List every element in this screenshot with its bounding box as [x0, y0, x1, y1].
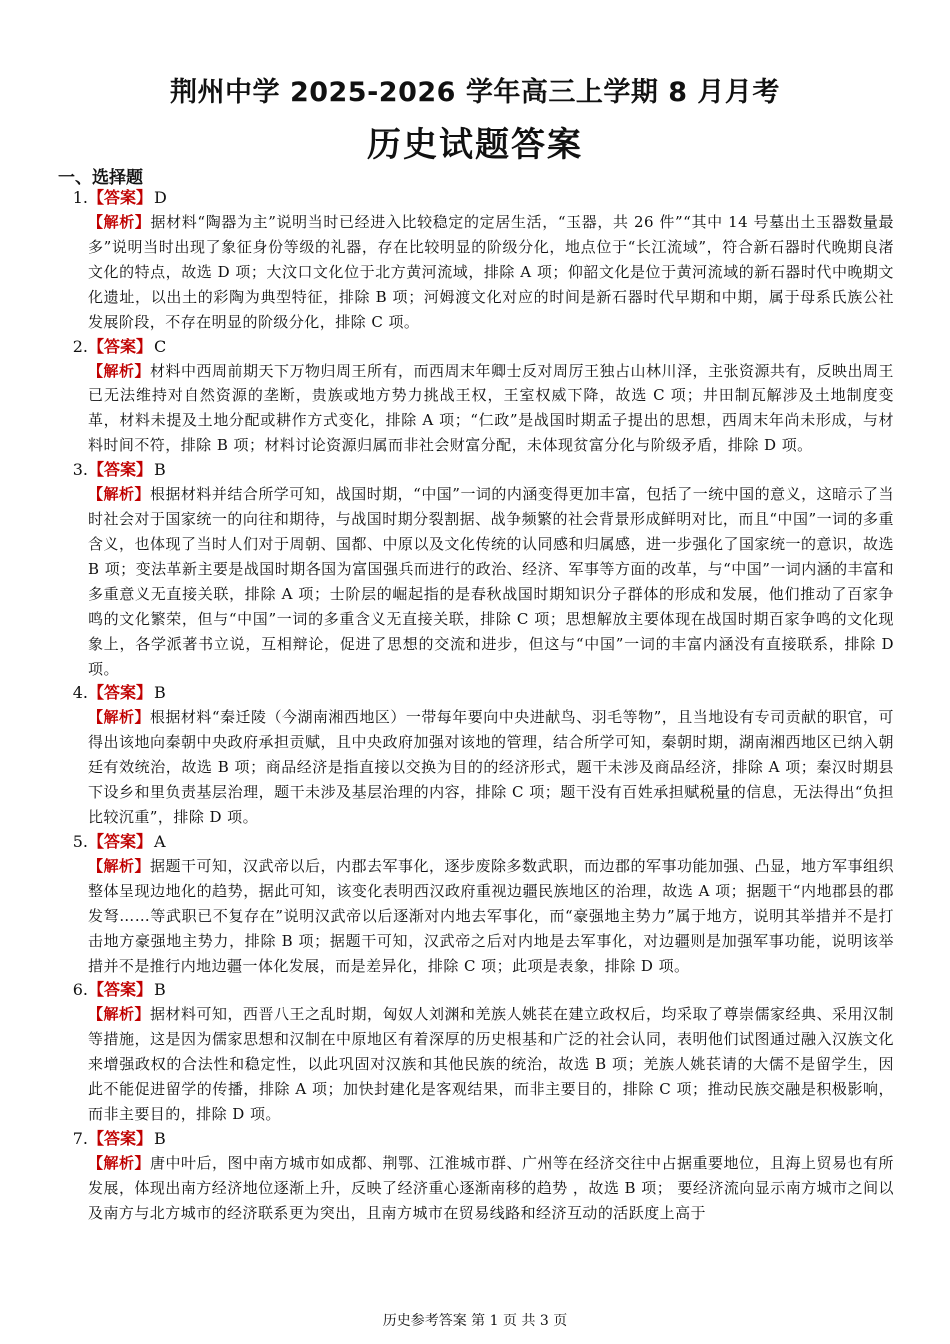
answer-list — [62, 186, 894, 1226]
analysis-paragraph — [88, 854, 894, 979]
analysis-tag: 【解析】 — [88, 856, 151, 875]
answer-value: A — [154, 831, 166, 851]
answer-tag: 【答案】 — [88, 460, 153, 480]
question-number: 1. — [72, 188, 88, 207]
answer-tag: 【答案】 — [88, 336, 153, 356]
analysis-tag: 【解析】 — [88, 213, 151, 231]
analysis-text: 据材料可知，西晋八王之乱时期，匈奴人刘渊和羌族人姚苌在建立政权后，均采取了尊崇儒家经典、采用汉制等措施，这是因为儒家思想和汉制在中原地区有着深厚的历史根基和广泛的社会认同，表明他们试图通过融入汉族文化来增强政权的合法性和稳定性，以此巩固对汉族和其他民族的统治，故选 B 项；羌族人姚苌请的大儒不是留学生，因此不能促进留学的传播，排除 A 项；加快封建化是客观结果，而非主要目的，排除 C 项；推动民族交融是积极影响，而非主要目的，排除 D 项。 — [88, 1005, 894, 1124]
analysis-tag: 【解析】 — [88, 708, 150, 727]
answer-value: B — [154, 460, 166, 480]
question-item — [62, 978, 894, 1127]
answer-line — [62, 1127, 894, 1151]
analysis-text: 据材料“陶器为主”说明当时已经进入比较稳定的定居生活，“玉器，共 26 件”“其中 14 号墓出土玉器数量最多”说明当时出现了象征身份等级的礼器，存在比较明显的阶级分化，地点位于“长江流域”，符合新石器时代晚期良渚文化的特点，故选 D 项；大汶口文化位于北方黄河流域，排除 A 项；仰韶文化是位于黄河流域的新石器时代中晚期文化遗址，以出土的彩陶为典型特征，排除 B 项；河姆渡文化对应的时间是新石器时代早期和中期，属于母系氏族公社发展阶段，不存在明显的阶级分化，排除 C 项。 — [88, 213, 894, 331]
answer-line — [62, 458, 894, 482]
answer-line — [62, 186, 894, 210]
question-item — [62, 458, 894, 681]
analysis-text: 材料中西周前期天下万物归周王所有，而西周末年卿士反对周厉王独占山林川泽，主张资源共有，反映出周王已无法维持对自然资源的垄断，贵族或地方势力挑战王权，王室权威下降，故选 C 项；井田制瓦解涉及土地制度变革，材料未提及土地分配或耕作方式变化，排除 A 项；“仁政”是战国时期孟子提出的思想，西周末年尚未形成，与材料时间不符，排除 B 项；材料讨论资源归属而非社会财富分配，未体现贫富分化与阶级矛盾，排除 D 项。 — [88, 361, 894, 455]
page-footer: 历史参考答案 第 1 页 共 3 页 — [382, 1313, 568, 1329]
question-item — [62, 335, 894, 459]
analysis-paragraph — [88, 210, 894, 335]
question-item — [62, 186, 894, 335]
analysis-text: 根据材料并结合所学可知，战国时期，“中国”一词的内涵变得更加丰富，包括了一统中国的意义，这暗示了当时社会对于国家统一的向往和期待，与战国时期分裂割据、战争频繁的社会背景形成鲜明对比，而且“中国”一词的多重含义，也体现了当时人们对于周朝、国都、中原以及文化传统的认同感和归属感，进一步强化了国家统一的意识，故选 B 项；变法革新主要是战国时期各国为富国强兵而进行的政治、经济、军事等方面的改革，与“中国”一词内涵的丰富和多重意义无直接关联，排除 A 项；士阶层的崛起指的是春秋战国时期知识分子群体的形成和发展，他们推动了百家争鸣的文化繁荣，但与“中国”一词的多重含义无直接关联，排除 C 项；思想解放主要体现在战国时期百家争鸣的文化现象上，各学派著书立说，互相辩论，促进了思想的交流和进步，但这与“中国”一词的丰富内涵没有直接联系，排除 D 项。 — [88, 485, 894, 678]
analysis-text: 据题干可知，汉武帝以后，内郡去军事化，逐步废除多数武职，而边郡的军事功能加强、凸显，地方军事组织整体呈现边地化的趋势，据此可知，该变化表明西汉政府重视边疆民族地区的治理，故选 A 项；据题干“内地郡县的郡发弩……等武职已不复存在”说明汉武帝以后逐渐对内地去军事化，而“豪强地主势力”属于地方，说明其举措并不是打击地方豪强地主势力，排除 B 项；据题干可知，汉武帝之后对内地是去军事化，对边疆则是加强军事功能，说明该举措并不是推行内地边疆一体化发展，而是差异化，排除 C 项；此项是表象，排除 D 项。 — [88, 856, 894, 975]
answer-tag: 【答案】 — [88, 831, 153, 851]
question-number: 6. — [72, 980, 88, 1000]
answer-value: D — [154, 188, 167, 207]
answer-value: B — [154, 683, 166, 703]
analysis-paragraph — [88, 359, 894, 459]
question-number: 7. — [72, 1129, 88, 1148]
analysis-paragraph — [88, 1151, 894, 1226]
analysis-tag: 【解析】 — [88, 1154, 151, 1172]
answer-value: B — [154, 980, 166, 1000]
question-item — [62, 830, 894, 979]
analysis-tag: 【解析】 — [88, 1005, 151, 1024]
answer-line — [62, 335, 894, 359]
analysis-tag: 【解析】 — [88, 361, 151, 380]
answer-line — [62, 978, 894, 1002]
answer-value: C — [154, 336, 167, 356]
analysis-text: 根据材料“秦迁陵（今湖南湘西地区）一带每年要向中央进献鸟、羽毛等物”，且当地设有专司贡献的职官，可得出该地向秦朝中央政府承担贡赋，且中央政府加强对该地的管理，结合所学可知，秦朝时期，湖南湘西地区已纳入朝廷有效统治，故选 B 项；商品经济是指直接以交换为目的的经济形式，题干未涉及商品经济，排除 A 项；秦汉时期县下设乡和里负责基层治理，题干未涉及基层治理的内容，排除 C 项；题干没有百姓承担赋税量的信息，无法得出“负担比较沉重”，排除 D 项。 — [88, 708, 894, 827]
question-item — [62, 1127, 894, 1226]
question-number: 5. — [72, 831, 88, 851]
answer-tag: 【答案】 — [88, 980, 153, 1000]
document-title: 历史试题答案 — [367, 125, 583, 165]
answer-tag: 【答案】 — [88, 188, 153, 207]
answer-tag: 【答案】 — [88, 1129, 153, 1148]
analysis-paragraph — [88, 1002, 894, 1127]
question-number: 2. — [72, 336, 88, 356]
answer-line — [62, 681, 894, 705]
question-number: 3. — [72, 460, 88, 480]
analysis-text: 唐中叶后，图中南方城市如成都、荆鄂、江淮城市群、广州等在经济交往中占据重要地位，且海上贸易也有所发展，体现出南方经济地位逐渐上升，反映了经济重心逐渐南移的趋势 ，故选 B 项； 要经济流向显示南方城市之间以及南方与北方城市的经济联系更为突出，且南方城市在贸易线路和经济互动的活跃度上高于 — [88, 1154, 894, 1222]
section-heading: 一、选择题 — [58, 168, 143, 188]
answer-value: B — [154, 1129, 166, 1148]
question-item — [62, 681, 894, 830]
analysis-paragraph — [88, 705, 894, 830]
analysis-tag: 【解析】 — [88, 485, 150, 504]
question-number: 4. — [72, 683, 88, 703]
exam-title: 荆州中学 2025-2026 学年高三上学期 8 月月考 — [170, 77, 780, 108]
answer-tag: 【答案】 — [88, 683, 153, 703]
analysis-paragraph — [88, 482, 894, 681]
answer-line — [62, 830, 894, 854]
